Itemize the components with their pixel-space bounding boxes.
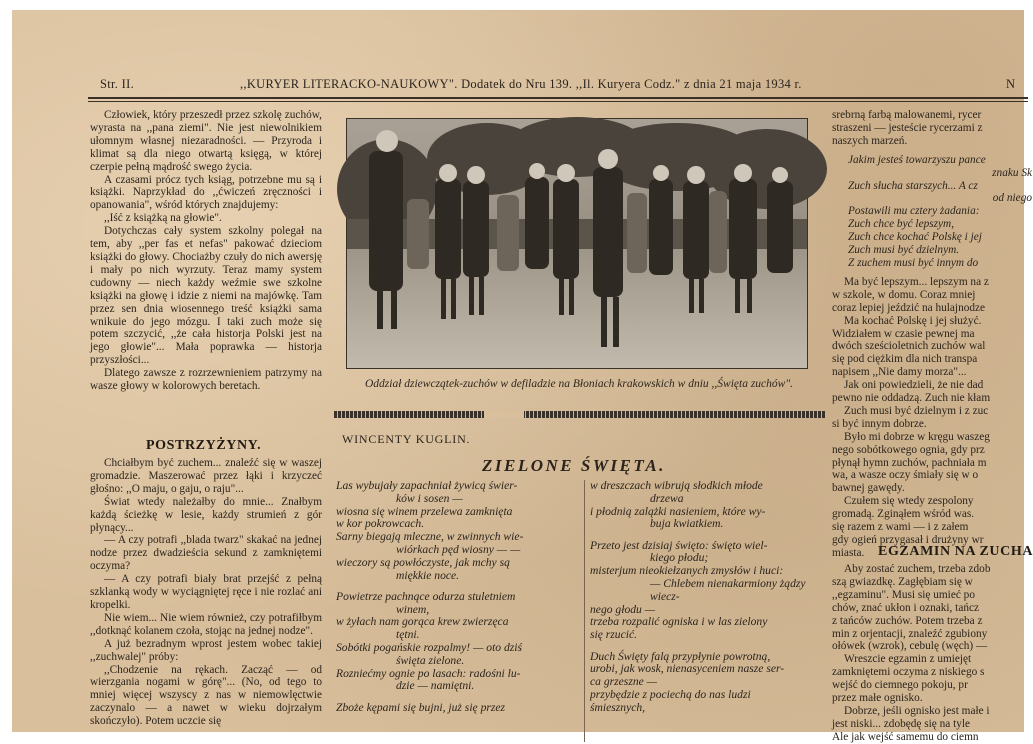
text-line: się razem z wami — i z załem — [832, 521, 969, 534]
text-line: straszeni — jesteście rycerzami z — [832, 121, 983, 134]
text-line: gromadą. Zginąłem wśród was. — [832, 508, 975, 521]
poem-line: ków i sosen — — [396, 491, 463, 505]
poem-line: wiórkach pęd wiosny — — — [396, 542, 521, 556]
poem-line: śmiesznych, — [590, 700, 646, 714]
paragraph: Świat wtedy należałby do mnie... Znałbym każdą ścieżkę w lesie, każdy strumień z gór płynący... — [90, 495, 322, 534]
text-line: Jakim jesteś towarzyszu pance — [848, 153, 986, 166]
poem-line: w żyłach nam gorąca krew zwierzęca — [336, 615, 509, 629]
text-line: zamkniętemi oczyma z niskiego s — [832, 666, 985, 679]
paragraph: Dlatego zawsze z rozrzewnieniem patrzymy na wasze głowy w kolorowych beretach. — [90, 367, 322, 393]
text-line: nego sobótkowego ognia, gdy prz — [832, 443, 985, 456]
text-line: Zuch musi być dzielnym. — [848, 244, 960, 257]
parade-photo — [346, 118, 808, 369]
text-line: miasta. — [832, 546, 865, 559]
text-line: znaku Sk — [992, 166, 1032, 179]
text-line: napisem ,,Nie damy morza"... — [832, 366, 967, 379]
text-line: Ale jak wejść samemu do ciemn — [832, 730, 979, 743]
poem-line: wieczory są powłóczyste, jak mchy są — [336, 555, 510, 569]
poem-line: drzewa — [650, 491, 684, 505]
poem-stanza — [336, 591, 580, 693]
poem-line: — Chlebem nienakarmiony żądzy wiecz- — [650, 577, 806, 603]
text-line: przez małe ognisko. — [832, 692, 923, 705]
right-column-continued — [832, 563, 1032, 744]
poem-line: wiosna się winem przelewa zamknięta — [336, 504, 513, 518]
section-heading-egzamin: EGZAMIN NA ZUCHA — [878, 544, 1033, 559]
poem-stanza — [590, 480, 826, 531]
poem-line: winem, — [396, 602, 430, 616]
text-line: od niego — [992, 192, 1032, 205]
poem-stanza — [590, 651, 826, 715]
poem-line: urobi, jak wosk, nienasyceniem nasze ser- — [590, 662, 785, 676]
text-line: z tańców zuchów. Potem trzeba z — [832, 614, 983, 627]
paragraph: ,,Chodzenie na rękach. Zacząć — od wierzgania nogami w górę"... (No, od tego to mniej więcej wszyscy z nas w niemowlęctwie zaczynalo — a nawet w wieku dojrzałym skończyło). Potem uczcie się — [90, 663, 322, 728]
poem-line: w dreszczach wibrują słodkich młode — [590, 479, 763, 492]
photo-caption: Oddział dziewczątek-zuchów w defiladzie na Błoniach krakowskich w dniu ,,Święta zuchów". — [364, 378, 794, 390]
paragraph: — A czy potrafi biały brat przejść z pełną szklanką wody w wyciągniętej ręce i nie rozlać ani kropelki. — [90, 573, 322, 611]
paragraph: Dotychczas cały system szkolny polegał na tem, aby ,,per fas et nefas" pakować dzieciom książki do głowy. Chociażby czuły do nich awersję i mały po nich wyrzuty. Teraz mamy system cudowny — niech każdy weźmie swe szkolne książki na głowę i idzie z niemi na majówkę. Tam przez sen dnia wiosennego treść książki sama wnikuie do jego mózgu. I taki zuch może się potem szczycić, ,,że cała historja Polski jest na jego głowie"... Mała poprawka — historja przyszłości... — [90, 225, 322, 367]
poem-line: święta zielone. — [396, 653, 465, 667]
poem-line: Rozniećmy ognie po lasach: radośni lu- — [336, 666, 521, 680]
left-column — [90, 109, 322, 393]
poem-author: WINCENTY KUGLIN. — [342, 432, 471, 446]
poem-line: miękkie noce. — [396, 568, 460, 582]
poem-line: nego głodu — — [590, 602, 656, 616]
paragraph: Nie wiem... Nie wiem również, czy potrafiłbym ,,dotknąć kolanem czoła, stojąc na jednej nodze". — [90, 611, 322, 637]
text-line: chów, znać ukłon i oznaki, tańcz — [832, 601, 980, 614]
text-line: Aby zostać zuchem, trzeba zdob — [844, 563, 991, 575]
text-line: wejść do ciemnego pokoju, pr — [832, 679, 968, 692]
text-line: srebrną farbą malowanemi, rycer — [832, 109, 982, 121]
text-line: Zuch chce kochać Polskę i jej — [848, 231, 982, 244]
page-header — [100, 74, 1030, 96]
header-edge-letter: N — [1006, 77, 1016, 91]
poem-line: Duch Święty falą przypłynie powrotną, — [590, 649, 771, 663]
right-column — [832, 109, 1032, 560]
paragraph: A już bezradnym wprost jestem wobec takiej ,,zuchwalej" próby: — [90, 637, 322, 663]
poem-line: dzie — namiętni. — [396, 679, 475, 693]
text-line: płynął hymn zuchów, pachniała m — [832, 456, 987, 469]
left-column-continued — [90, 457, 322, 728]
text-line: Zuch chce być lepszym, — [848, 218, 955, 231]
paragraph: — A czy potrafi ,,blada twarz" skakać na jednej nodze przez dwadzieścia sekund z zamkniętemi oczyma? — [90, 534, 322, 573]
text-line: coraz lepiej jeździć na hulajnodze — [832, 301, 986, 314]
poem-line: Sarny biegają mleczne, w zwinnych wie- — [336, 530, 524, 544]
text-line: Dobrze, jeśli ognisko jest małe i — [844, 704, 990, 717]
text-line: Zuch słucha starszych... A cz — [848, 179, 978, 192]
text-line: gdy ogień przygasał i drużyny wr — [832, 534, 984, 546]
poem-line: Sobótki pogańskie rozpalmy! — oto dziś — [336, 641, 523, 655]
text-line: szą gwiazdkę. Zagłębiam się w — [832, 575, 973, 588]
poem-line: trzeba rozpalić ogniska i w las zielony — [590, 615, 768, 629]
text-line: jest niski... zdobędę się na tyle — [832, 717, 971, 730]
journal-masthead: ,,KURYER LITERACKO-NAUKOWY". Dodatek do Nru 139. ,,Il. Kuryera Codz." z dnia 21 maja 1934 r. — [240, 77, 802, 91]
text-line: ołówek (wzrok), cebulę (węch) — — [832, 640, 988, 653]
text-line: Zuch musi być dzielnym i z zuc — [844, 404, 989, 417]
text-line: Wreszcie egzamin z umiejęt — [844, 653, 972, 666]
text-line: w szkole, w domu. Coraz mniej — [832, 288, 976, 301]
poem-line: i płodnią zalążki nasieniem, które wy- — [590, 504, 766, 518]
text-line: bawnej gawędy. — [832, 482, 905, 495]
poem-line: tętni. — [396, 628, 420, 642]
poem-line: misterjum nieokiełzanych zmysłów i huci: — [590, 564, 784, 578]
text-line: się pod ciężkim dla nich transpa — [832, 353, 978, 366]
paragraph: Człowiek, który przeszedł przez szkolę zuchów, wyrasta na ,,pana ziemi". Nie jest niewolnikiem ułomnym własnej niezaradności. — Przyroda i klimat są dla niego otwartą księgą, w której czerpie pełną mądrość swego życia. — [90, 109, 322, 173]
text-line: ,,egzaminu". Musi się umieć po — [832, 588, 975, 601]
text-line: Jak oni powiedzieli, że nie dad — [844, 379, 984, 392]
poem-line: Las wybujały zapachniał żywicą świer- — [336, 479, 518, 492]
text-line: Z zuchem musi być innym do — [848, 256, 979, 269]
text-line: Ma kochać Polskę i jej służyć. — [844, 314, 982, 327]
poem-line: się rzucić. — [590, 628, 638, 642]
poem-left-column — [336, 480, 580, 723]
poem-line: w kor pokrowcach. — [336, 517, 425, 531]
text-line: wa, a wasze oczy śmiały się w o — [832, 469, 979, 482]
text-line: dwóch sześcioletnich zuchów wal — [832, 340, 986, 353]
paragraph: A czasami prócz tych ksiąg, potrzebne mu są i książki. Naprzykład do ,,ćwiczeń zręczności i opanowania", wśród których znajdujemy: — [90, 173, 322, 212]
text-line: Widziałem w czasie pewnej ma — [832, 327, 975, 340]
section-divider — [334, 411, 826, 418]
text-line: Czułem się wtedy zespolony — [844, 495, 974, 508]
poem-line: Przeto jest dzisiaj święto: święto wiel- — [590, 538, 768, 552]
text-line: Było mi dobrze w kręgu waszeg — [844, 430, 990, 443]
paragraph: Chciałbym być zuchem... znaleźć się w waszej gromadzie. Maszerować przez łąki i krzyczeć głośno: ,,O maju, o gaju, o raju"... — [90, 457, 322, 495]
poem-column-rule — [584, 480, 585, 742]
page-number: Str. II. — [100, 77, 134, 91]
poem-title: ZIELONE ŚWIĘTA. — [482, 456, 666, 475]
text-line: pewno nie oddadzą. Zuch nie kłam — [832, 392, 991, 405]
header-rule-thin — [88, 101, 1028, 102]
poem-line: Zboże kępami się bujni, już się przez — [336, 700, 506, 714]
poem-stanza — [590, 540, 826, 642]
poem-stanza — [336, 702, 580, 715]
poem-right-column — [590, 480, 826, 723]
text-line: si być innym dobrze. — [832, 417, 927, 430]
newspaper-page — [12, 10, 1033, 743]
header-rule — [88, 97, 1028, 99]
poem-line: kiego płodu; — [650, 551, 709, 565]
poem-line: buja kwiatkiem. — [650, 517, 724, 531]
poem-line: Powietrze pachnące odurza stuletniem — [336, 589, 516, 603]
poem-line: ca grzeszne — — [590, 675, 657, 689]
text-line: naszych marzeń. — [832, 134, 908, 147]
poem-line: przybędzie z pociechą do nas ludzi — [590, 687, 751, 701]
paragraph: ,,Iść z książką na głowie". — [104, 212, 222, 225]
text-line: Postawili mu cztery żadania: — [848, 205, 980, 218]
text-line: Ma być lepszym... lepszym na z — [844, 275, 989, 288]
text-line: min z orjentacji, znaleźć zgubiony — [832, 627, 988, 640]
section-heading-postrzyzyny: POSTRZYŻYNY. — [146, 438, 262, 453]
poem-stanza — [336, 480, 580, 582]
